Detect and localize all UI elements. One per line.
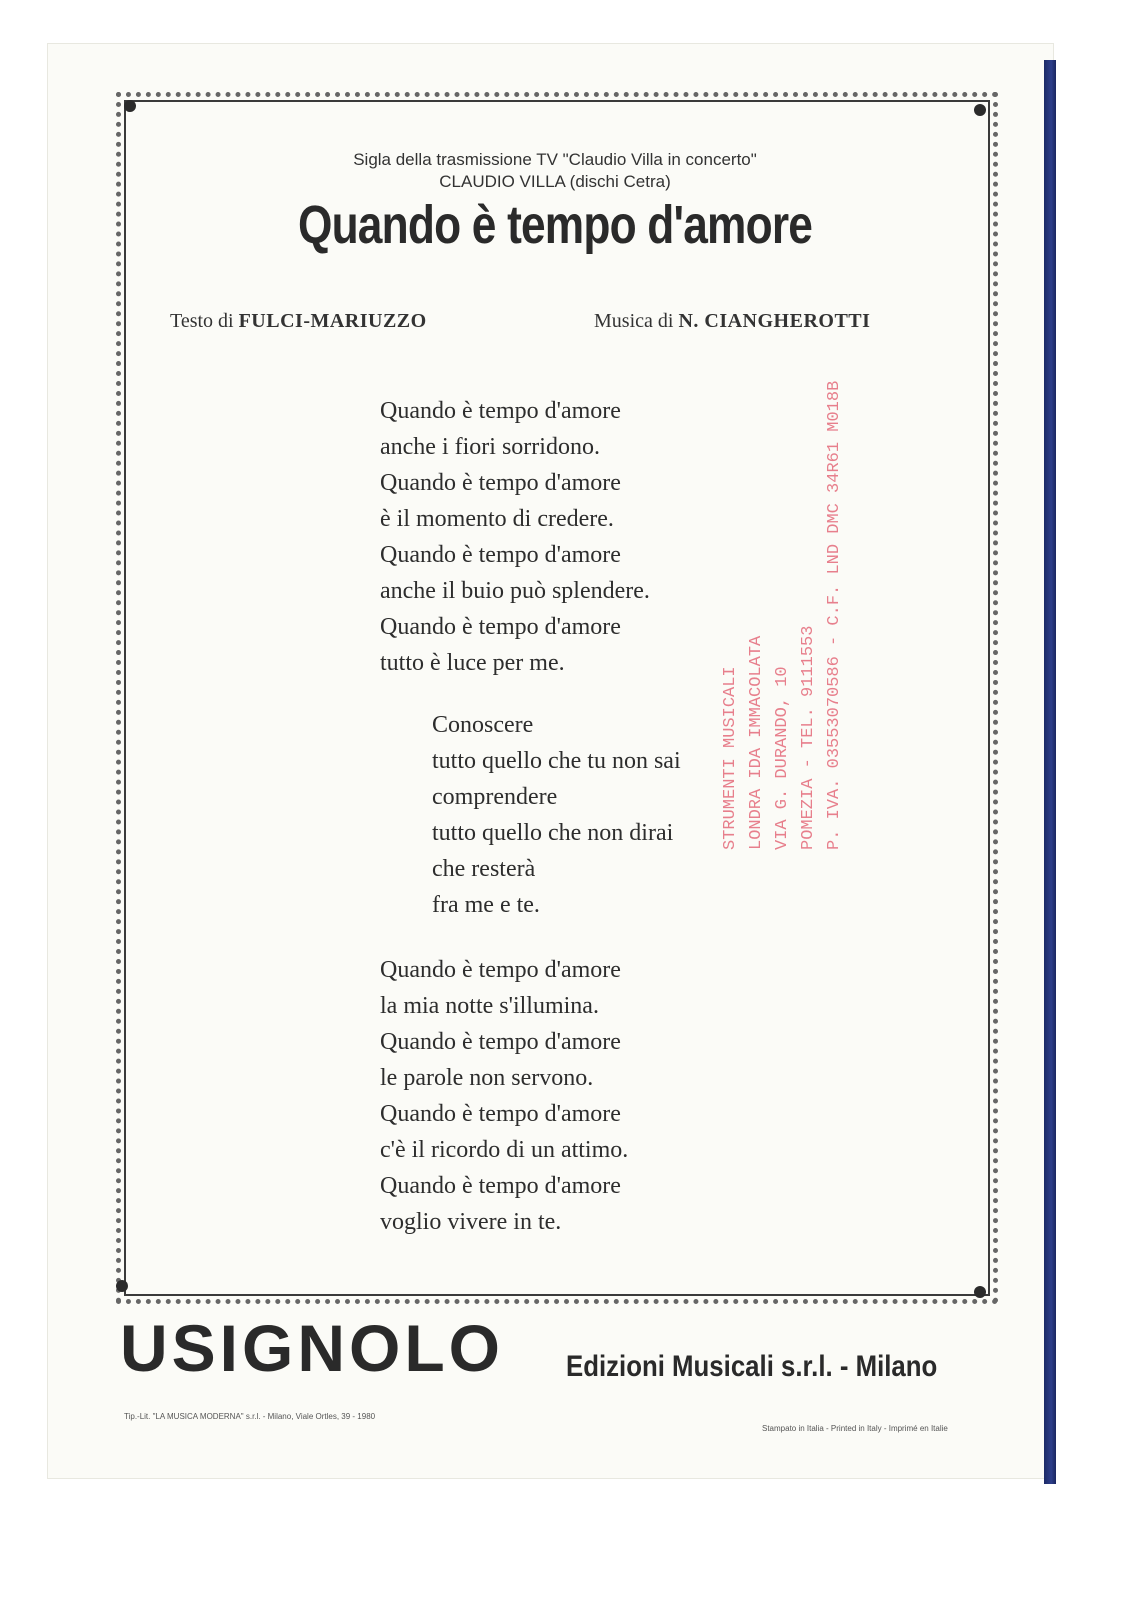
stamp-line: VIA G. DURANDO, 10 — [773, 666, 792, 850]
song-title: Quando è tempo d'amore — [297, 195, 813, 255]
broadcast-subtitle: Sigla della trasmissione TV "Claudio Villa in concerto" — [353, 150, 757, 169]
lyrics-author: FULCI-MARIUZZO — [238, 310, 427, 332]
publisher-name: Edizioni Musicali s.r.l. - Milano — [566, 1350, 938, 1383]
shop-stamp — [718, 380, 848, 850]
lyric-line: Quando è tempo d'amore — [380, 614, 621, 640]
stamp-line: P. IVA. 03553070586 - C.F. LND DMC 34R61 M018B — [825, 380, 844, 850]
lyric-line: tutto è luce per me. — [380, 650, 565, 676]
lyric-line: Quando è tempo d'amore — [380, 470, 621, 496]
verse-1 — [380, 393, 650, 681]
lyric-line: Quando è tempo d'amore — [380, 957, 621, 983]
publisher-logo: USIGNOLO — [120, 1311, 505, 1385]
lyric-line: Quando è tempo d'amore — [380, 1173, 621, 1199]
frame-corner-dot — [974, 104, 986, 116]
lyric-line: comprendere — [432, 784, 558, 810]
lyric-line: è il momento di credere. — [380, 506, 614, 532]
lyrics-credit — [170, 310, 427, 333]
printer-note: Tip.-Lit. "LA MUSICA MODERNA" s.r.l. - Milano, Viale Ortles, 39 - 1980 — [124, 1412, 376, 1421]
lyric-line: tutto quello che non dirai — [432, 820, 674, 846]
stamp-line: STRUMENTI MUSICALI — [721, 666, 740, 850]
lyric-line: Quando è tempo d'amore — [380, 1101, 621, 1127]
lyric-line: voglio vivere in te. — [380, 1209, 562, 1235]
chorus — [432, 707, 681, 923]
cover-edge — [1044, 60, 1056, 1484]
lyric-line: la mia notte s'illumina. — [380, 993, 599, 1019]
music-author: N. CIANGHEROTTI — [678, 310, 871, 332]
lyric-line: tutto quello che tu non sai — [432, 748, 681, 774]
lyric-line: fra me e te. — [432, 892, 540, 918]
lyric-line: Quando è tempo d'amore — [380, 398, 621, 424]
lyrics-credit-label: Testo di — [170, 310, 234, 332]
lyric-line: che resterà — [432, 856, 536, 882]
performer-subtitle: CLAUDIO VILLA (dischi Cetra) — [439, 172, 671, 191]
music-credit-label: Musica di — [594, 310, 674, 332]
printed-in-italy-note: Stampato in Italia - Printed in Italy - Imprimé en Italie — [762, 1424, 948, 1433]
lyric-line: anche il buio può splendere. — [380, 578, 650, 604]
music-credit — [594, 310, 870, 333]
lyric-line: Conoscere — [432, 712, 534, 738]
frame-corner-dot — [974, 1286, 986, 1298]
lyric-line: Quando è tempo d'amore — [380, 542, 621, 568]
lyric-line: anche i fiori sorridono. — [380, 434, 600, 460]
lyric-line: Quando è tempo d'amore — [380, 1029, 621, 1055]
lyric-line: le parole non servono. — [380, 1065, 594, 1091]
lyric-line: c'è il ricordo di un attimo. — [380, 1137, 629, 1163]
stamp-line: POMEZIA - TEL. 9111553 — [799, 625, 818, 850]
stamp-line: LONDRA IDA IMMACOLATA — [747, 635, 766, 850]
verse-2 — [380, 952, 628, 1240]
frame-corner-dot — [116, 1280, 128, 1292]
frame-corner-dot — [124, 100, 136, 112]
